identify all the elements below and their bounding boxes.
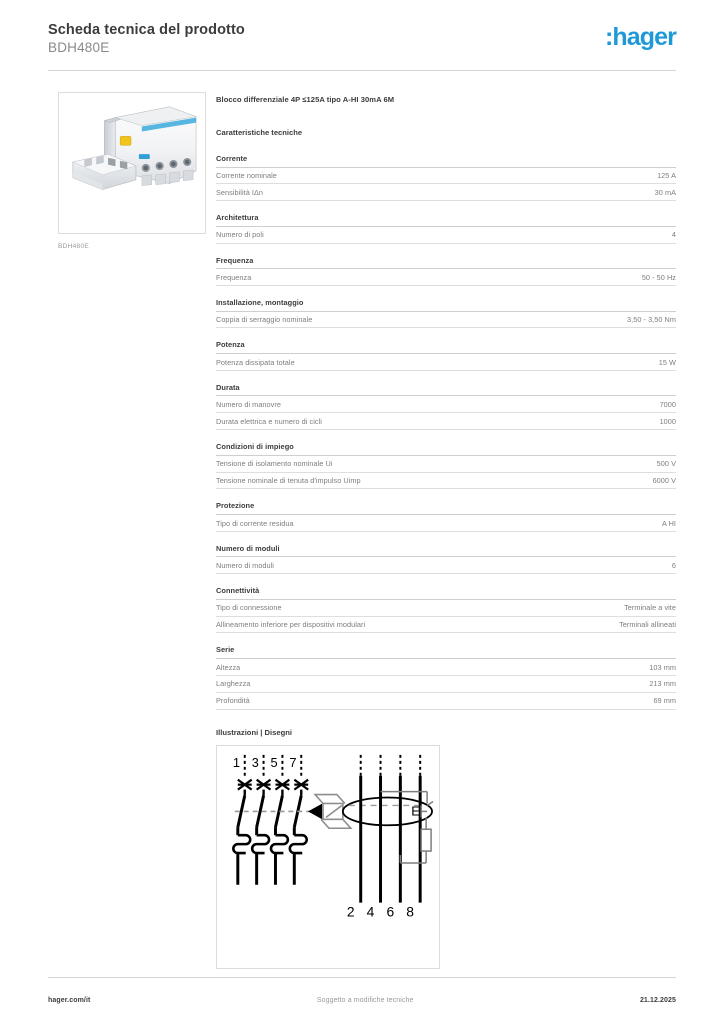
spec-group-title: Durata xyxy=(216,383,676,397)
spec-value: 7000 xyxy=(659,399,676,409)
svg-text:2: 2 xyxy=(346,903,355,920)
spec-label: Sensibilità IΔn xyxy=(216,187,263,197)
drawings-section xyxy=(216,728,676,969)
spec-group-title: Connettività xyxy=(216,586,676,600)
spec-group xyxy=(216,256,676,286)
spec-group xyxy=(216,154,676,201)
spec-group xyxy=(216,544,676,574)
spec-value: 4 xyxy=(671,230,676,240)
spec-group xyxy=(216,213,676,243)
spec-row xyxy=(216,269,676,286)
spec-label: Corrente nominale xyxy=(216,171,277,181)
footer-website-link[interactable]: hager.com/it xyxy=(48,997,91,1004)
spec-group xyxy=(216,383,676,430)
svg-text:1: 1 xyxy=(232,754,241,770)
spec-row xyxy=(216,557,676,574)
spec-label: Numero di poli xyxy=(216,230,264,240)
title-block xyxy=(48,22,245,56)
footer-divider xyxy=(48,977,676,978)
spec-value: 30 mA xyxy=(654,187,676,197)
spec-row xyxy=(216,473,676,490)
svg-text:8: 8 xyxy=(406,903,415,920)
spec-value: 15 W xyxy=(658,357,676,367)
spec-row xyxy=(216,184,676,201)
product-image-caption: BDH480E xyxy=(58,243,90,250)
spec-label: Tensione di isolamento nominale Ui xyxy=(216,459,333,469)
spec-label: Allineamento inferiore per dispositivi modulari xyxy=(216,620,366,630)
spec-label: Potenza dissipata totale xyxy=(216,357,295,367)
page-header xyxy=(48,22,676,70)
spec-label: Frequenza xyxy=(216,272,252,282)
spec-row xyxy=(216,693,676,710)
main-content xyxy=(216,95,676,969)
drawings-title: Illustrazioni | Disegni xyxy=(216,727,292,737)
svg-text:5: 5 xyxy=(270,754,278,770)
spec-value: 50 - 50 Hz xyxy=(641,272,676,282)
spec-value: 500 V xyxy=(656,459,676,469)
product-photo-rcd-block xyxy=(59,93,205,233)
spec-label: Tensione nominale di tenuta d'impulso Uimp xyxy=(216,476,361,486)
spec-row xyxy=(216,168,676,185)
spec-label: Altezza xyxy=(216,662,241,672)
spec-value: Terminale a vite xyxy=(624,603,676,613)
spec-group-title: Corrente xyxy=(216,154,676,168)
spec-group-title: Potenza xyxy=(216,340,676,354)
product-figure xyxy=(58,92,206,250)
spec-row xyxy=(216,676,676,693)
spec-value: 6 xyxy=(671,560,676,570)
spec-group-title: Protezione xyxy=(216,501,676,515)
svg-text:6: 6 xyxy=(386,903,395,920)
spec-value: Terminali allineati xyxy=(619,620,676,630)
product-description: Blocco differenziale 4P ≤125A tipo A-HI 30mA 6M xyxy=(216,95,395,104)
spec-group-title: Condizioni di impiego xyxy=(216,442,676,456)
spec-row xyxy=(216,515,676,532)
spec-value: 3,50 - 3,50 Nm xyxy=(627,315,676,325)
spec-row xyxy=(216,659,676,676)
spec-label: Larghezza xyxy=(216,679,251,689)
spec-group xyxy=(216,645,676,709)
spec-label: Profondità xyxy=(216,696,250,706)
spec-row xyxy=(216,312,676,329)
spec-row xyxy=(216,600,676,617)
spec-group xyxy=(216,501,676,531)
spec-groups-container xyxy=(216,154,676,710)
spec-value: 125 A xyxy=(657,171,676,181)
svg-text:3: 3 xyxy=(251,754,259,770)
technical-specs-heading: Caratteristiche tecniche xyxy=(216,128,303,137)
page-subtitle-product-code: BDH480E xyxy=(48,40,110,55)
spec-label: Tipo di connessione xyxy=(216,603,282,613)
spec-label: Durata elettrica e numero di cicli xyxy=(216,416,322,426)
page-footer xyxy=(48,997,676,1004)
spec-group-title: Architettura xyxy=(216,213,676,227)
spec-value: A HI xyxy=(662,518,676,528)
footer-date: 21.12.2025 xyxy=(639,997,676,1004)
svg-text:4: 4 xyxy=(366,903,375,920)
spec-label: Numero di manovre xyxy=(216,399,281,409)
footer-disclaimer: Soggetto a modifiche tecniche xyxy=(316,997,414,1004)
hager-logo: :hager xyxy=(604,23,676,51)
spec-label: Numero di moduli xyxy=(216,560,274,570)
spec-group-title: Serie xyxy=(216,645,676,659)
svg-text:7: 7 xyxy=(289,754,297,770)
spec-value: 69 mm xyxy=(653,696,676,706)
page-title: Scheda tecnica del prodotto xyxy=(48,22,245,38)
spec-group xyxy=(216,340,676,370)
product-image-frame xyxy=(58,92,206,234)
wiring-schematic-icon xyxy=(217,746,439,968)
spec-value: 6000 V xyxy=(652,476,676,486)
spec-value: 103 mm xyxy=(649,662,676,672)
spec-group-title: Numero di moduli xyxy=(216,544,676,558)
spec-value: 213 mm xyxy=(649,679,676,689)
spec-group xyxy=(216,298,676,328)
svg-text:E: E xyxy=(411,803,420,819)
header-divider xyxy=(48,70,676,71)
spec-row xyxy=(216,456,676,473)
spec-row xyxy=(216,413,676,430)
spec-group-title: Frequenza xyxy=(216,256,676,270)
spec-row xyxy=(216,617,676,634)
spec-label: Coppia di serraggio nominale xyxy=(216,315,313,325)
spec-group xyxy=(216,442,676,489)
spec-group xyxy=(216,586,676,633)
spec-row xyxy=(216,227,676,244)
schematic-frame xyxy=(216,745,440,969)
spec-value: 1000 xyxy=(659,416,676,426)
spec-row xyxy=(216,354,676,371)
spec-row xyxy=(216,396,676,413)
spec-group-title: Installazione, montaggio xyxy=(216,298,676,312)
spec-label: Tipo di corrente residua xyxy=(216,518,294,528)
